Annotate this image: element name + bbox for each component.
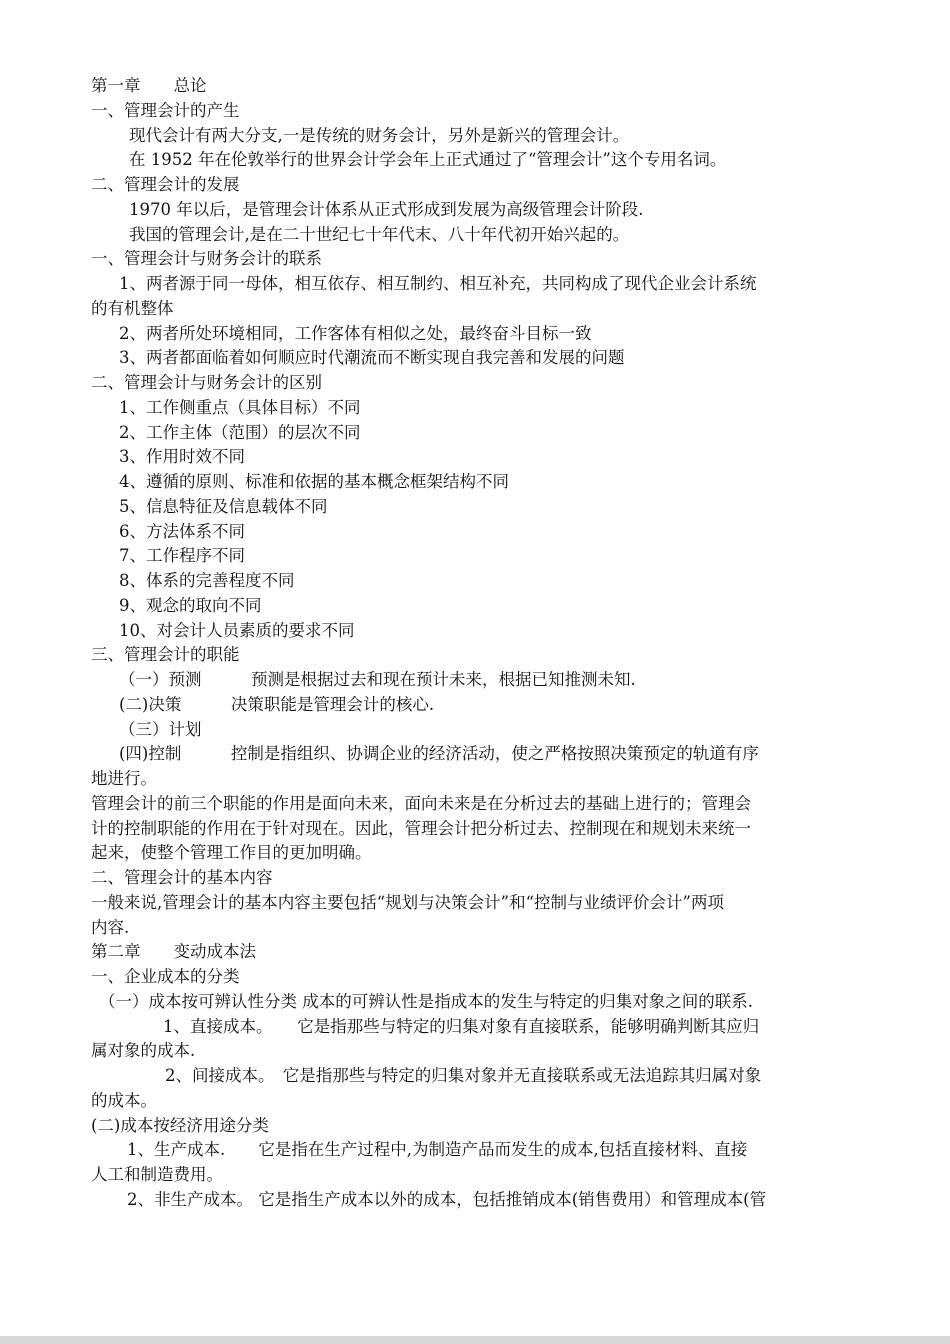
list-item: 3、两者都面临着如何顺应时代潮流而不断实现自我完善和发展的问题: [119, 348, 625, 368]
paragraph-line: 现代会计有两大分支,一是传统的财务会计，另外是新兴的管理会计。: [129, 125, 630, 145]
list-item: 10、对会计人员素质的要求不同: [119, 620, 355, 640]
subsection-heading: (二)成本按经济用途分类: [91, 1115, 269, 1135]
document-body: [91, 74, 861, 1213]
paragraph-line: 在 1952 年在伦敦举行的世界会计学会年上正式通过了“管理会计”这个专用名词。: [129, 150, 727, 170]
function-item: （一）预测 预测是根据过去和现在预计未来，根据已知推测未知.: [119, 670, 636, 689]
list-item-continuation: 人工和制造费用。: [91, 1165, 223, 1184]
section-heading: 二、管理会计与财务会计的区别: [91, 373, 322, 392]
list-item-continuation: 的成本。: [91, 1090, 157, 1110]
paragraph-line: 内容.: [91, 917, 130, 937]
list-item: 1、两者源于同一母体，相互依存、相互制约、相互补充，共同构成了现代企业会计系统: [119, 274, 757, 293]
function-item: (四)控制 控制是指组织、协调企业的经济活动，使之严格按照决策预定的轨道有序: [119, 744, 759, 764]
list-item: 2、非生产成本。 它是指生产成本以外的成本，包括推销成本(销售费用）和管理成本(管: [127, 1189, 767, 1209]
list-item: 4、遵循的原则、标准和依据的基本概念框架结构不同: [119, 472, 509, 491]
list-item: 5、信息特征及信息载体不同: [119, 496, 328, 516]
paragraph-line: 计的控制职能的作用在于针对现在。因此，管理会计把分析过去、控制现在和规划未来统一: [91, 818, 751, 838]
paragraph-line: 我国的管理会计,是在二十世纪七十年代末、八十年代初开始兴起的。: [129, 224, 630, 244]
list-item: 3、作用时效不同: [119, 447, 245, 467]
list-item: 2、两者所处环境相同，工作客体有相似之处，最终奋斗目标一致: [119, 323, 592, 343]
list-item: 6、方法体系不同: [119, 521, 245, 541]
paragraph-line: 管理会计的前三个职能的作用是面向未来，面向未来是在分析过去的基础上进行的；管理会: [91, 793, 751, 813]
list-item: 2、工作主体（范围）的层次不同: [119, 422, 361, 442]
list-item: 9、观念的取向不同: [119, 595, 262, 615]
list-item: 1、工作侧重点（具体目标）不同: [119, 397, 361, 417]
list-item-continuation: 的有机整体: [91, 298, 174, 318]
section-heading: 一、管理会计的产生: [91, 100, 240, 120]
page-bottom-edge: [0, 1336, 950, 1344]
list-item: 1、生产成本. 它是指在生产过程中,为制造产品而发生的成本,包括直接材料、直接: [127, 1140, 748, 1160]
list-item: 1、直接成本。 它是指那些与特定的归集对象有直接联系，能够明确判断其应归: [163, 1016, 760, 1036]
section-heading: 一、企业成本的分类: [91, 967, 240, 986]
subsection-line: （一）成本按可辨认性分类 成本的可辨认性是指成本的发生与特定的归集对象之间的联系.: [99, 991, 753, 1011]
function-item-continuation: 地进行。: [91, 769, 157, 788]
list-item-continuation: 属对象的成本.: [91, 1041, 196, 1061]
paragraph-line: 一般来说,管理会计的基本内容主要包括“规划与决策会计”和“控制与业绩评价会计”两项: [91, 892, 724, 912]
function-item: (二)决策 决策职能是管理会计的核心.: [119, 694, 435, 714]
section-heading: 二、管理会计的基本内容: [91, 868, 273, 887]
chapter-heading: 第一章 总论: [91, 76, 207, 95]
list-item: 7、工作程序不同: [119, 546, 245, 566]
section-heading: 一、管理会计与财务会计的联系: [91, 249, 322, 269]
paragraph-line: 1970 年以后，是管理会计体系从正式形成到发展为高级管理会计阶段.: [129, 199, 644, 219]
function-item: （三）计划: [119, 719, 202, 739]
list-item: 8、体系的完善程度不同: [119, 571, 295, 590]
section-heading: 二、管理会计的发展: [91, 175, 240, 194]
list-item: 2、间接成本。 它是指那些与特定的归集对象并无直接联系或无法追踪其归属对象: [165, 1066, 762, 1085]
paragraph-line: 起来，使整个管理工作目的更加明确。: [91, 843, 372, 863]
chapter-heading: 第二章 变动成本法: [91, 942, 256, 962]
section-heading: 三、管理会计的职能: [91, 645, 240, 665]
